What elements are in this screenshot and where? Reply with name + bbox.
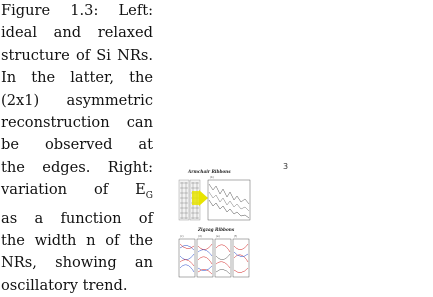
figure-caption [1, 0, 153, 297]
panel-bottom-tag-c: (c) [180, 235, 184, 238]
highlight-band [192, 191, 199, 205]
caption-line: reconstruction can [1, 114, 153, 132]
caption-line: oscillatory trend. [1, 276, 128, 294]
caption-line: NRs, showing an [1, 254, 153, 272]
caption-line: as a function of [1, 209, 153, 227]
caption-line: In the latter, the [1, 69, 153, 87]
caption-line: the edges. Right: [1, 158, 153, 176]
panel-top-title: Armchair Ribbons [188, 169, 231, 174]
structure-strip-ideal [179, 180, 189, 220]
caption-line: (2x1) asymmetric [1, 91, 153, 109]
figure-svg [178, 168, 252, 280]
caption-line-eg [1, 179, 153, 207]
caption-line: ideal and relaxed [1, 24, 153, 42]
highlight-wedge [199, 190, 208, 206]
caption-line: variation of E [1, 181, 146, 199]
band-structure-panels [179, 239, 249, 277]
page-number: 3 [283, 162, 289, 171]
caption-line: structure of Si NRs. [1, 46, 153, 64]
panel-bottom-tag-e: (e) [216, 235, 220, 238]
panel-bottom-title: Zigzag Ribbons [198, 227, 235, 232]
nanoribbon-figure [178, 168, 252, 280]
caption-line: the width n of the [1, 231, 153, 249]
eg-subscript: G [145, 191, 153, 202]
caption-line: be observed at [1, 136, 153, 154]
panel-top-tag: (b) [210, 176, 214, 179]
caption-line: Figure 1.3: Left: [1, 2, 153, 19]
panel-bottom-tag-d: (d) [198, 235, 202, 238]
panel-bottom-tag-f: (f) [234, 235, 237, 238]
